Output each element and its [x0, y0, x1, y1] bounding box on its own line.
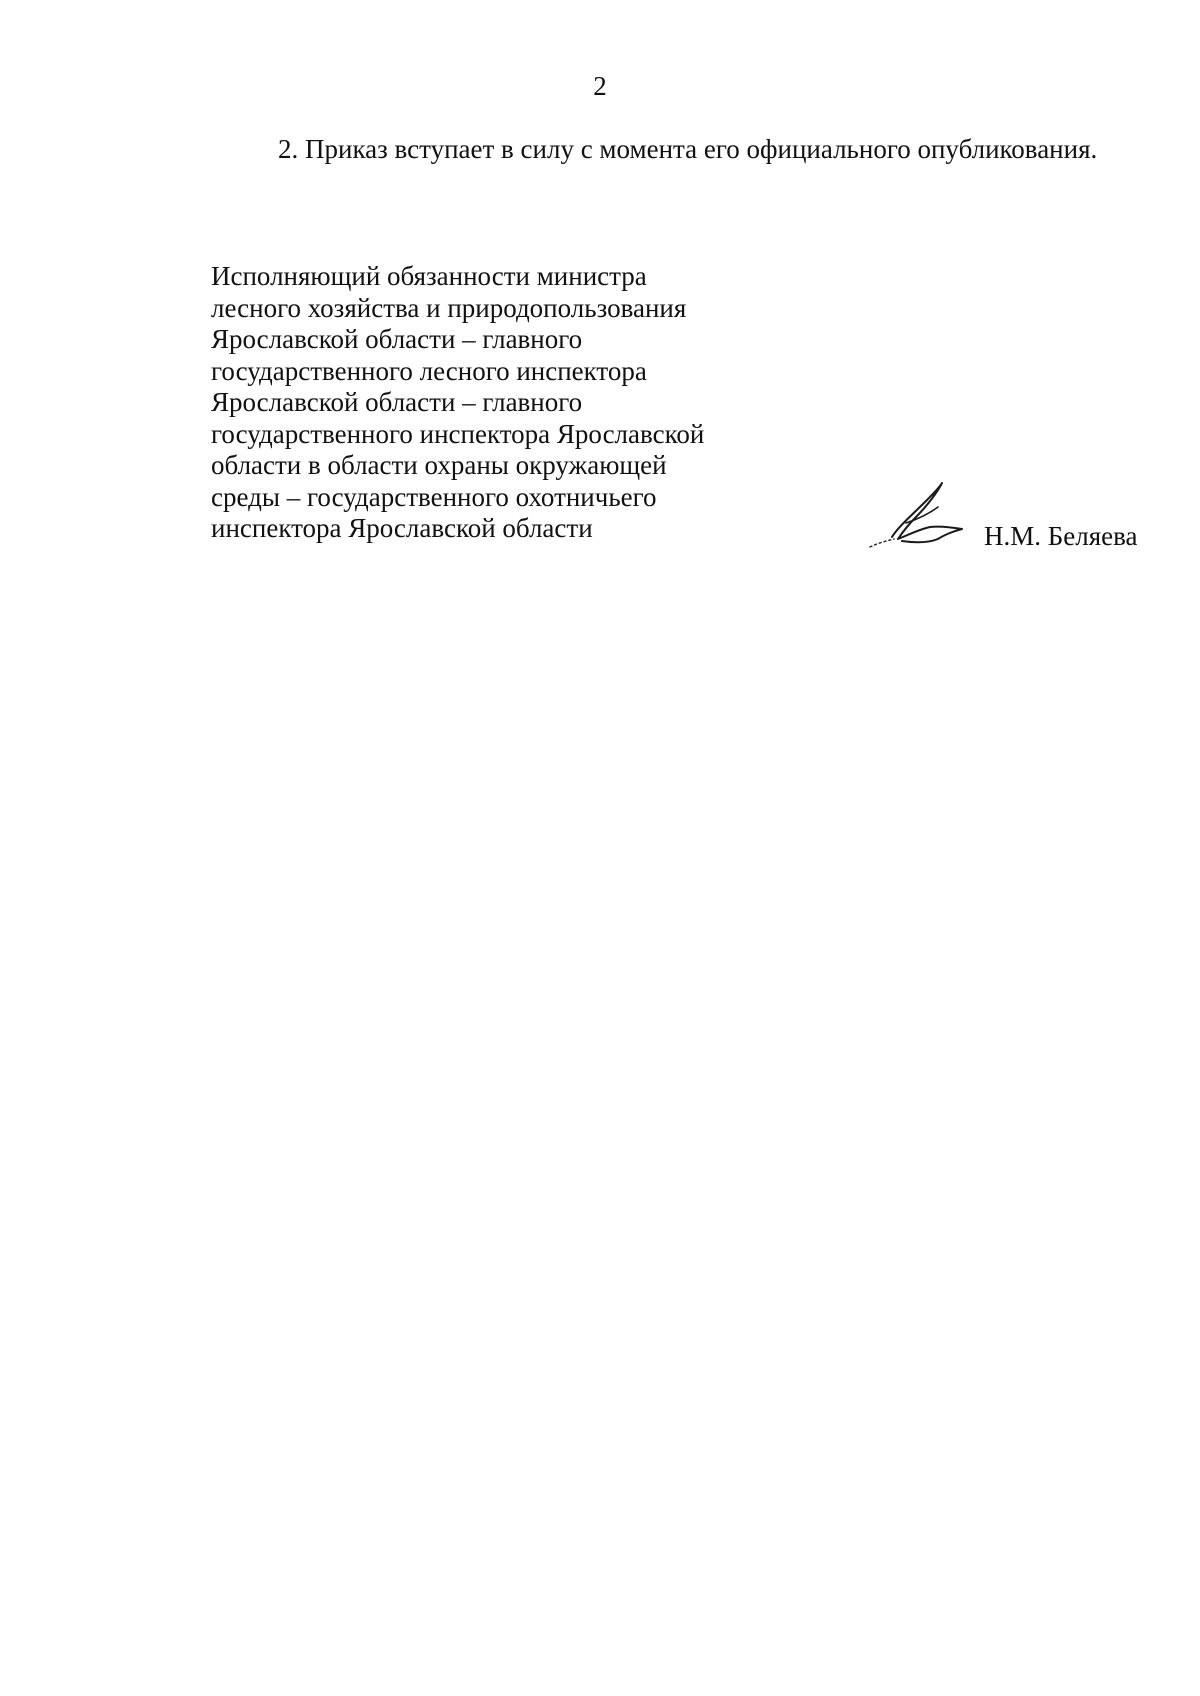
signer-title-line: лесного хозяйства и природопользования [211, 292, 687, 323]
signer-title-line: государственного инспектора Ярославской [211, 418, 705, 449]
signer-title-line: Исполняющий обязанности министра [211, 261, 647, 291]
order-paragraph: 2. Приказ вступает в силу с момента его официального опубликования. [278, 134, 1098, 164]
signer-title-line: Ярославской области – главного [211, 387, 583, 417]
signer-title-line: среды – государственного охотничьего [211, 481, 657, 512]
signer-title-line: Ярославской области – главного [211, 324, 583, 354]
signer-name: Н.М. Беляева [984, 521, 1138, 551]
signer-title-line: области в области охраны окружающей [211, 450, 667, 480]
page-number: 2 [593, 71, 607, 101]
signer-title-line: государственного лесного инспектора [211, 355, 647, 386]
signature-icon [868, 477, 968, 549]
signer-title-line: инспектора Ярославской области [211, 513, 593, 543]
signer-title-block [211, 261, 771, 545]
